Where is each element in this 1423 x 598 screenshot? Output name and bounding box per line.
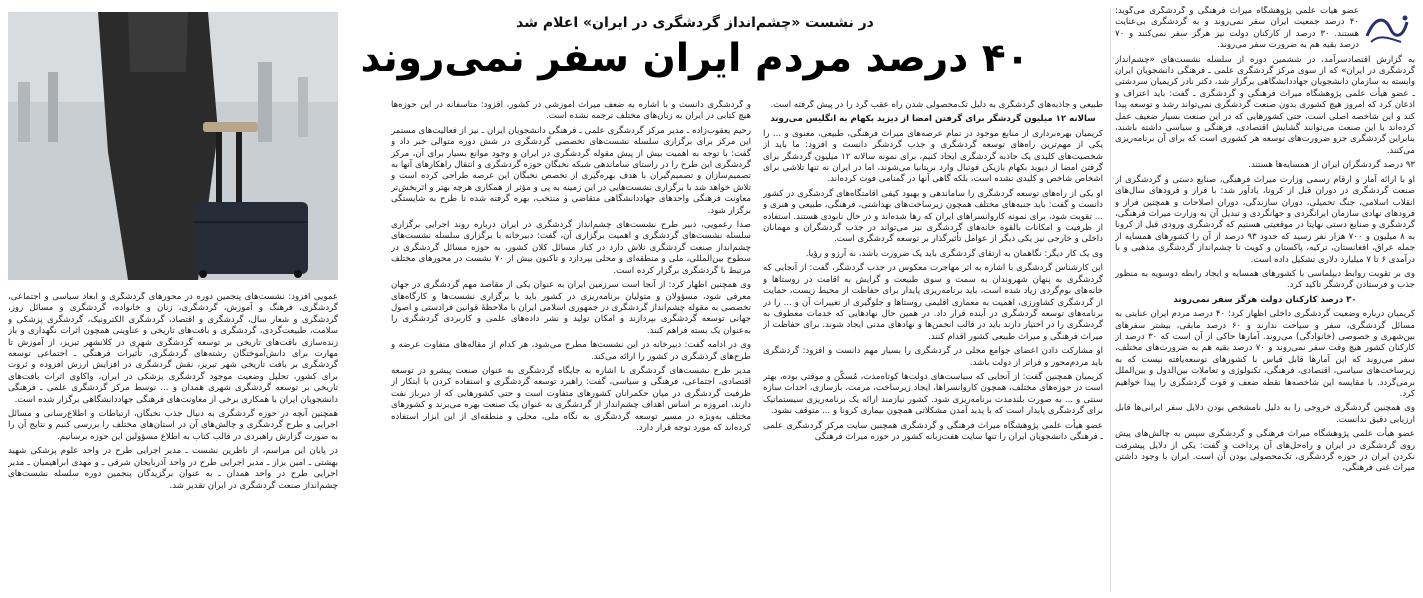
paragraph: او با ارائه آمار و ارقام رسمی وزارت میراث فرهنگی، صنایع دستی و گردشگری از صنعت گردشگری در دوران قبل از کرونا، یادآور شد: با فراز و فرودهای سال‌های انقلاب اسلامی، جنگ تحمیلی، دوران سازندگی، دوران اصلاحات و همچنین فراز و فرودهای نهادی سازمان ایرانگردی و جهانگردی و تبدیل آن به وزارت میراث فرهنگی، گردشگری و صنایع دستی نهایتا در موقعیتی هستیم که گردشگری ورودی قبل از کرونا به ۸ میلیون و ۷۰۰ هزار نفر رسید که حدود ۹۳ درصد از آن را کشورهای همسایه از جمله عراق، افغانستان، ترکیه، پاکستان و کویت تا چشم‌انداز گردشگری مذهبی و با درآمدی ۶ تا ۷ میلیارد دلاری تشکیل داده است. xyxy=(1115,174,1415,265)
paragraph: ۹۳ درصد گردشگران ایران از همسایه‌ها هستند. xyxy=(1248,160,1415,171)
paragraph: به گزارش اقتصادسرآمد، در ششمین دوره از سلسله نشست‌های «چشم‌انداز گردشگری در ایران» که از سوی مرکز گردشگری علمی ـ فرهنگی دانشجویان ایران وابسته به سازمان دانشجویان جهاددانشگاهی برگزار شد، دکتر نادر کریمیان سردشتی ـ عضو هیأت علمی پژوهشگاه میراث فرهنگی و گردشگری ـ گفت: باید اعتراف و اذعان کرد که امروز هیچ کشوری بدون صنعت گردشگری نمی‌تواند رشد و توسعه پیدا کند و این شاخصه اصلی است، حتی کشورهایی که در این صنعت بسیار ضعیف عمل کرده‌اند با این صنعت می‌توانند گشایش اقتصادی، فرهنگی و سیاسی داشته باشند، بنابراین گردشگری جزو ضرورت‌های توسعه هر کشوری است که برای آن برنامه‌ریزی می‌کنند. xyxy=(1115,54,1415,156)
paragraph: وی همچنین گردشگری خروجی را به دلیل نامشخص بودن دلایل سفر ایرانی‌ها قابل ارزیابی دقیق ندانست. xyxy=(1115,403,1415,425)
paragraph: عضو هیأت علمی پژوهشگاه میراث فرهنگی و گردشگری همچنین سایت مرکز گردشگری علمی ـ فرهنگی دانشجویان ایران را تنها سایت هفت‌زبانه کشور در حوزه میراث فرهنگی xyxy=(763,420,1103,442)
paragraph: عضو هیأت علمی پژوهشگاه میراث فرهنگی و گردشگری سپس به چالش‌های پیش روی گردشگری در ایران و راه‌حل‌های آن پرداخت و گفت: یکی از دلایل پیشرفت نکردن ایران در حوزه گردشگری، تک‌محصولی بودن آن است. ایران با وجود داشتن میراث غنی فرهنگی، xyxy=(1115,429,1415,474)
paragraph: کریمیان همچنین گفت: از آنجایی که سیاست‌های دولت‌ها کوتاه‌مدت، مُسکّن و موقتی بوده، بهتر است در حوزه‌های مختلف، همچون کاروانسراها، ایجاد زیرساخت، مرمت، بازسازی، احداث سازه سنتی و ... به صورت بلندمدت برنامه‌ریزی شود. کشور نیازمند ارائه یک برنامه‌ریزی سیستماتیک برای گردشگری پایدار است که با پدید آمدن مشکلاتی همچون بیماری کرونا و ... متوقف نشود. xyxy=(763,371,1103,417)
paragraph: وی همچنین اظهار کرد: از آنجا است سرزمین ایران به عنوان یکی از مقاصد مهم گردشگری در جهان معرفی شود، مسؤولان و متولیان برنامه‌ریزی در کشور باید با برگزاری نشست‌ها و کارگاه‌های تخصصی به مقوله چشم‌انداز گردشگری در جمهوری اسلامی ایران با ملاحظهٔ قوانین فرادستی و اصول جهانی توسعه گردشگری بپردازند و امکان تولید و نشر داده‌های علمی و کاربردی گردشگری را به‌عنوان یک بسته فراهم کنند. xyxy=(391,280,751,336)
lead-paragraph: عضو هیأت علمی پژوهشگاه میراث فرهنگی و گردشگری می‌گوید: ۴۰ درصد جمعیت ایران سفر نمی‌روند و به گردشگری بی‌عنایت هستند. ۳۰ درصد از کارکنان دولت نیز هرگز سفر نمی‌کنند و ۷۰ درصد بقیه هم به ضرورت سفر می‌روند. xyxy=(1115,6,1360,51)
paragraph: او یکی از راه‌های توسعه گردشگری را ساماندهی و بهبود کیفی اقامتگاه‌های گردشگری در کشور دانست و گفت: باید جنبه‌های مختلف همچون زیرساخت‌های بهداشتی، فرهنگی، طبیعی و هنری و ... تقویت شود، برای نمونه کاروانسراهای ایران که رها شده‌اند و در حال نابودی هستند. استفاده از ظرفیت و امکانات بالقوه خانه‌های گردشگری نیز می‌تواند در جذب گردشگران و مهمانان داخلی و خارجی نیز یکی دیگر از عوامل تأثیرگذار بر توسعه گردشگری است. xyxy=(763,188,1103,245)
publication-logo xyxy=(1361,8,1413,48)
paragraph: وی یک کار دیگر: نگاهمان به ارتقای گردشگری باید یک ضرورت باشد، نه آرزو و رؤیا. xyxy=(805,248,1103,259)
paragraph: طبیعی و جاذبه‌های گردشگری به دلیل تک‌محصولی شدن راه عقب گرد را در پیش گرفته است. xyxy=(770,100,1103,110)
publication-logo-icon xyxy=(1361,8,1413,48)
traveler-with-suitcase-image xyxy=(8,12,338,280)
column-a xyxy=(763,100,1103,588)
paragraph: وی در ادامه گفت: دبیرخانه در این نشست‌ها مطرح می‌شود، هر کدام از مقاله‌های متفاوت عرضه و طرح‌های گردشگری در کشور را ارائه می‌کند. xyxy=(391,340,751,362)
paragraph: صدا رعمویی، دبیر طرح نشست‌های چشم‌انداز گردشگری در ایران درباره روند اجرایی برگزاری سلسله نشست‌های گردشگری و اهمیت برگزاری آن، گفت: دبیرخانه با برگزاری سلسله نشست‌های چشم‌انداز صنعت گردشگری تلاش دارد در کنار مسائل کلان کشور، به حوزه مسائل گردشگری در سطوح بین‌المللی، ملی و منطقه‌ای و محلی بپردازد و تاکنون بیش از ۷۰ نشست در محورهای مختلف مرتبط با گردشگری برگزار کرده است. xyxy=(391,220,751,276)
paragraph: همچنین آنچه در حوزه گردشگری به دنبال جذب نخبگان، ارتباطات و اطلاع‌رسانی و مسائل اجرایی و طرح گردشگری و چالش‌های آن در استان‌های مختلف را بررسی کنیم و نتایج آن را به صورت گزارش راهبردی در قالب کتاب به اطلاع مسؤولین این حوزه برسانیم. xyxy=(8,409,338,442)
headline-block xyxy=(350,14,1040,94)
paragraph: این کارشناس گردشگری با اشاره به اثر مهاجرت معکوس در جذب گردشگر، گفت: از آنجایی که گردشگری به پنهان شهروندان به سمت و سوی طبیعت و گرایش به اقامت در روستاها و خانه‌های بوم‌گردی زیاد شده است، باید برنامه‌ریزی پایدار برای حفاظت از محیط زیست، حمایت از گردشگری کشاورزی، اهمیت به معماری اقلیمی روستاها و جلوگیری از تغییرات آن و ... را در برنامه‌های توسعه گردشگری در آینده قرار داد. در همین حال نهادهایی که خدمات معطوف به گردشگری را در اختیار دارند باید در قالب انجمن‌ها و نهادهای مدنی ایجاد شوند. برای حفاظت از میراث فرهنگی و میراث طبیعی کشور اقدام کنند. xyxy=(763,263,1103,342)
paragraph: عمویی افزود: نشست‌های پنجمین دوره در محورهای گردشگری و ابعاد سیاسی و اجتماعی، گردشگری، فرهنگ و آموزش، گردشگری، زنان و خانواده، گردشگری و مسائل روز، گردشگری و شعار سال، گردشگری و اقتصاد، گردشگری الکترونیک، گردشگری پزشکی و سلامت، طبیعت‌گردی، گردشگری و بافت‌های تاریخی و عناوینی همچون اثرات نگهداری و باز زنده‌سازی بافت‌های تاریخی بر توسعه گردشگری شهری در کلانشهر تبریز، از آموزش تا مهارت برای دانش‌آموختگان رشته‌های گردشگری، تأثیرات فرهنگی ـ اجتماعی توسعه گردشگری بر بافت تاریخی شهر تبریز، نقش گردشگری در افزایش ارزش افزوده و ثروت برای کشور، تحلیل وضعیت موجود گردشگری پزشکی در ایران، واکاوی اثرات بافت‌های تاریخی بر توسعه گردشگری شهری همدان و ... توسط مرکز گردشگری علمی ـ فرهنگی دانشجویان ایران با همکاری برخی از معاونت‌های فرهنگی جهاددانشگاهی برگزار شده است. xyxy=(8,292,338,405)
subheading-employees: ۳۰ درصد کارکنان دولت هرگز سفر نمی‌روند xyxy=(1173,294,1357,305)
column-b xyxy=(391,100,751,588)
kicker: در نشست «چشم‌انداز گردشگری در ایران» اعلام شد xyxy=(516,15,874,31)
headline: ۴۰ درصد مردم ایران سفر نمی‌روند xyxy=(360,36,1030,81)
paragraph: مدیر طرح نشست‌های گردشگری با اشاره به جایگاه گردشگری به عنوان صنعت پیشرو در توسعه اقتصادی، اجتماعی، فرهنگی و سیاسی، گفت: راهبرد توسعه گردشگری و استفاده کردن با ابتکار از ظرفیت گردشگری در میان حکمرانان کشورهای متفاوت است و حتی کشورهایی که از دیرباز نفت دارند، امروزه بر اساس اهداف چشم‌انداز از گردشگری به عنوان یک صنعت بهره می‌برند و کشورهای مختلف به‌ویژه در مسیر توسعه گردشگری به نگاه ملی، محلی و منطقه‌ای از این ابزار استفاده کرده‌اند که مورد توجه قرار دارد. xyxy=(391,365,751,433)
right-column xyxy=(1115,6,1415,594)
paragraph: و گردشگری دانست و با اشاره به ضعف میراث آموزشی در کشور، افزود: متاسفانه در این حوزه‌ها هیچ کتابی در ایران به زبان‌های مختلف ترجمه نشده است. xyxy=(391,100,751,122)
paragraph: او مشارکت دادن اعضای جوامع محلی در گردشگری را بسیار مهم دانست و افزود: گردشگری باید مردم‌محور و فراتر از دولت باشد. xyxy=(763,346,1103,368)
left-column xyxy=(8,292,338,592)
paragraph: در پایان این مراسم، از ناظرین نشست ـ مدیر اجرایی طرح در واحد علوم پزشکی شهید بهشتی ـ امین بزاز ـ مدیر اجرایی طرح در واحد آذربایجان شرقی ـ و مهدی ابراهیمیان ـ مدیر اجرایی طرح در واحد همدان ـ به عنوان برگزیدگان پنجمین دوره سلسله نشست‌های چشم‌انداز صنعت گردشگری در ایران تقدیر شد. xyxy=(8,446,338,491)
paragraph: کریمیان بهره‌برداری از منابع موجود در تمام عرصه‌های میراث فرهنگی، طبیعی، معنوی و ... را یکی از مهم‌ترین راه‌های توسعه گردشگری و جذب گردشگر دانست و افزود: ما باید از شخصیت‌های کلیدی یک جاذبه گردشگری ایجاد کنیم، برای نمونه سالانه ۱۲ میلیون گردشگر برای گرفتن امضا از دیوید بکهام بازیکن فوتبال وارد بریتانیا می‌شوند، اما در ایران نه تنها تلاشی برای اشخاص شاخص و کلیدی نشده است، بلکه گاهی آنها در گمنامی فوت کرده‌اند. xyxy=(763,128,1103,185)
article-photo xyxy=(8,12,338,280)
paragraph: رحیم یعقوب‌زاده ـ مدیر مرکز گردشگری علمی ـ فرهنگی دانشجویان ایران ـ نیز از فعالیت‌های مستمر این مرکز برای برگزاری سلسله نشست‌های تخصصی گردشگری در شش دوره متوالی خبر داد و گفت: با توجه به اهمیت بیش از پیش مقوله گردشگری در ایران و وجود موانع بسیار برای آن، مرکز گردشگری این طرح را در راستای ساماندهی شبکه نخبگان حوزه گردشگری و انتقال راهکارهای آنها به تصمیم‌سازان و تصمیم‌گیران با هدف بهره‌گیری از تخصص نخبگان این عرصه طراحی کرده است و تلاش خواهد شد با برگزاری نشست‌هایی در این زمینه به پی و مؤثر از همکاری هرچه بهتر و اثربخش‌تر معاونت فرهنگی واحدهای جهاددانشگاهی متقاضی و منتخب، بهره گرفته شده تا طرح به شایستگی برگزار شود. xyxy=(391,125,751,216)
column-divider xyxy=(1110,8,1111,592)
subheading-twelve-million: سالانه ۱۲ میلیون گردشگر برای گرفتن امضا از دیزید بکهام به انگلیس می‌روند xyxy=(770,114,1096,125)
paragraph: وی بر تقویت روابط دیپلماسی با کشورهای همسایه و ایجاد رابطه دوسویه به منظور جذب و فرستادن گردشگر تاکید کرد. xyxy=(1115,268,1415,291)
paragraph: کریمیان درباره وضعیت گردشگری داخلی اظهار کرد: ۴۰ درصد مردم ایران عنایتی به مسائل گردشگری، سفر و سیاحت ندارند و ۶۰ درصد مابقی، بیشتر سفرهای بین‌شهری و خصوصی (خانوادگی) می‌روند. آمارها حاکی از آن است که ۳۰ درصد از کارکنان کشور هیچ وقت سفر نمی‌روند و ۷۰ درصد بقیه هم به ضرورت‌های مختلف، سفر می‌روند که این آمارها قابل قیاس با کشورهای توسعه‌یافته نیست که به زیرساخت‌های سیاسی، اقتصادی، فرهنگی، تکنولوژی و تعاملات بین‌الدول و بین‌الملل برمی‌گردد. با مقایسه این شاخصه‌ها نقطه ضعف و قوت گردشگری را پیدا خواهیم کرد. xyxy=(1115,309,1415,399)
